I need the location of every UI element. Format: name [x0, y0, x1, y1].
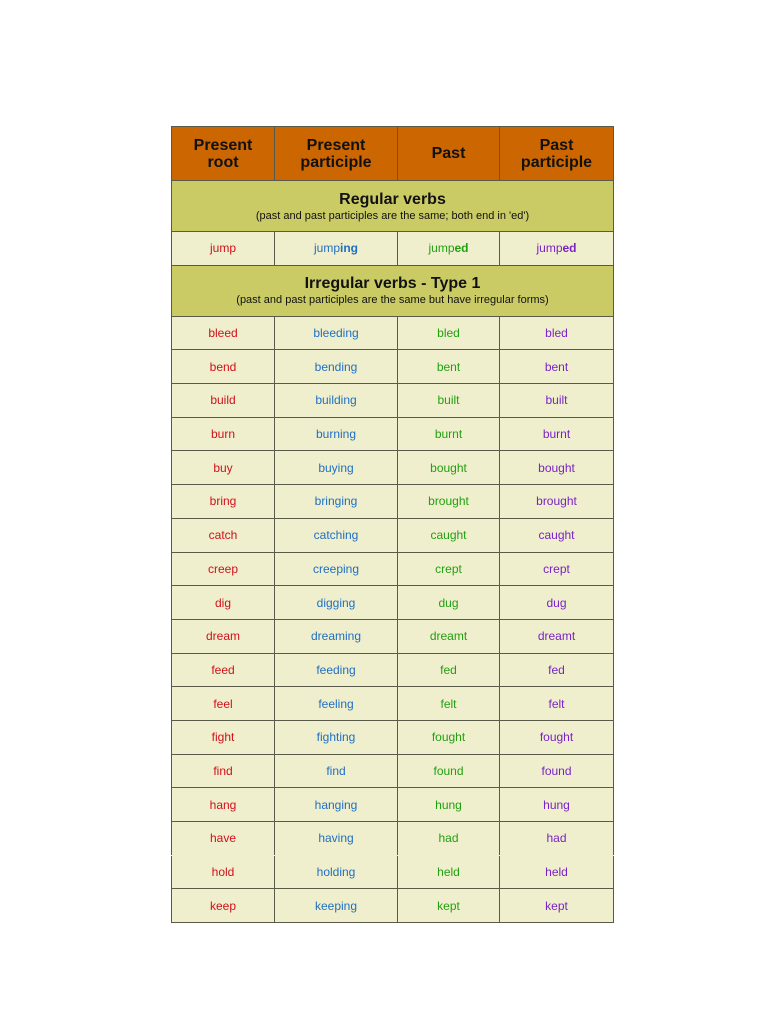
- table-row: [172, 316, 614, 350]
- section-subtitle: (past and past participles are the same but have irregular forms): [236, 294, 549, 307]
- cell-present-root: keep: [172, 889, 275, 923]
- section-title: Irregular verbs - Type 1: [304, 275, 481, 293]
- cell-present-participle: building: [275, 384, 398, 418]
- cell-past-participle: found: [500, 754, 614, 788]
- cell-present-root: feed: [172, 653, 275, 687]
- cell-present-root: hold: [172, 855, 275, 889]
- suffix: ed: [454, 241, 469, 256]
- cell-present-participle: bending: [275, 350, 398, 384]
- cell-past: held: [398, 855, 500, 889]
- cell-past: dreamt: [398, 619, 500, 653]
- table-row: [172, 855, 614, 889]
- cell-present-participle: fighting: [275, 720, 398, 754]
- cell-past: had: [398, 822, 500, 856]
- cell-present-root: creep: [172, 552, 275, 586]
- suffix: ing: [340, 241, 358, 256]
- table-row: [172, 350, 614, 384]
- cell-past: crept: [398, 552, 500, 586]
- cell-present-participle: having: [275, 822, 398, 856]
- section-title: Regular verbs: [339, 190, 446, 208]
- cell-present-participle: creeping: [275, 552, 398, 586]
- table-row: [172, 889, 614, 923]
- cell-present-participle: bleeding: [275, 316, 398, 350]
- cell-present-root: hang: [172, 788, 275, 822]
- header-past: [398, 127, 500, 181]
- verb-forms-table: [171, 126, 614, 923]
- section-irregular-cell: [172, 265, 614, 316]
- cell-past-participle: bought: [500, 451, 614, 485]
- cell-present-root: bleed: [172, 316, 275, 350]
- cell-past-participle: hung: [500, 788, 614, 822]
- cell-present-participle: dreaming: [275, 619, 398, 653]
- cell-present-participle: digging: [275, 586, 398, 620]
- cell-present-participle: buying: [275, 451, 398, 485]
- cell-present-root: fight: [172, 720, 275, 754]
- section-regular-verbs: [172, 181, 614, 232]
- cell-past: bent: [398, 350, 500, 384]
- table-row: [172, 384, 614, 418]
- cell-past: dug: [398, 586, 500, 620]
- cell-past: burnt: [398, 417, 500, 451]
- cell-present-root: find: [172, 754, 275, 788]
- cell-past-participle: held: [500, 855, 614, 889]
- table-row: [172, 417, 614, 451]
- cell-present-participle: burning: [275, 417, 398, 451]
- cell-past: felt: [398, 687, 500, 721]
- cell-present-root: burn: [172, 417, 275, 451]
- cell-past-participle: built: [500, 384, 614, 418]
- header-present-participle-label: Present participle: [300, 136, 372, 171]
- header-past-participle: [500, 127, 614, 181]
- cell-present-root: catch: [172, 518, 275, 552]
- table-row: [172, 232, 614, 266]
- cell-present-root: build: [172, 384, 275, 418]
- cell-past: fought: [398, 720, 500, 754]
- table-row: [172, 754, 614, 788]
- cell-present-root: jump: [172, 232, 275, 266]
- section-regular-cell: [172, 181, 614, 232]
- cell-past: fed: [398, 653, 500, 687]
- table-row: [172, 653, 614, 687]
- cell-past-participle: felt: [500, 687, 614, 721]
- section-irregular-type-1: [172, 265, 614, 316]
- cell-past-participle: bent: [500, 350, 614, 384]
- cell-present-root: feel: [172, 687, 275, 721]
- cell-past: brought: [398, 485, 500, 519]
- table-row: [172, 720, 614, 754]
- suffix: ed: [562, 241, 577, 256]
- table-row: [172, 586, 614, 620]
- cell-past: built: [398, 384, 500, 418]
- cell-past-participle: had: [500, 822, 614, 856]
- cell-past-participle: [500, 232, 614, 266]
- header-past-participle-label: Past participle: [520, 136, 593, 171]
- cell-present-participle: catching: [275, 518, 398, 552]
- cell-past: kept: [398, 889, 500, 923]
- table-row: [172, 788, 614, 822]
- cell-present-participle: feeling: [275, 687, 398, 721]
- cell-past-participle: fed: [500, 653, 614, 687]
- cell-past-participle: dreamt: [500, 619, 614, 653]
- cell-past-participle: crept: [500, 552, 614, 586]
- cell-present-participle: hanging: [275, 788, 398, 822]
- cell-present-participle: holding: [275, 855, 398, 889]
- table-row: [172, 518, 614, 552]
- cell-present-root: dream: [172, 619, 275, 653]
- cell-past: bled: [398, 316, 500, 350]
- cell-past-participle: bled: [500, 316, 614, 350]
- section-subtitle: (past and past participles are the same; both end in 'ed'): [255, 209, 530, 222]
- cell-present-participle: [275, 232, 398, 266]
- table-row: [172, 451, 614, 485]
- cell-present-participle: bringing: [275, 485, 398, 519]
- stem: jump: [428, 241, 455, 256]
- header-present-participle: [275, 127, 398, 181]
- cell-past: caught: [398, 518, 500, 552]
- cell-past-participle: dug: [500, 586, 614, 620]
- table-row: [172, 552, 614, 586]
- table-row: [172, 822, 614, 856]
- cell-past-participle: burnt: [500, 417, 614, 451]
- header-present-root-label: Present root: [193, 136, 253, 171]
- stem: jump: [313, 241, 340, 256]
- cell-present-participle: feeding: [275, 653, 398, 687]
- cell-past: bought: [398, 451, 500, 485]
- cell-present-root: have: [172, 822, 275, 856]
- cell-present-root: bring: [172, 485, 275, 519]
- cell-past-participle: fought: [500, 720, 614, 754]
- cell-present-root: bend: [172, 350, 275, 384]
- cell-past-participle: brought: [500, 485, 614, 519]
- cell-present-participle: find: [275, 754, 398, 788]
- cell-present-participle: keeping: [275, 889, 398, 923]
- cell-past-participle: caught: [500, 518, 614, 552]
- cell-present-root: buy: [172, 451, 275, 485]
- stem: jump: [536, 241, 563, 256]
- table-row: [172, 687, 614, 721]
- cell-past: [398, 232, 500, 266]
- table-row: [172, 619, 614, 653]
- header-present-root: [172, 127, 275, 181]
- header-row: [172, 127, 614, 181]
- table-row: [172, 485, 614, 519]
- cell-past: found: [398, 754, 500, 788]
- header-past-label: Past: [431, 145, 466, 162]
- cell-present-root: dig: [172, 586, 275, 620]
- cell-past-participle: kept: [500, 889, 614, 923]
- cell-past: hung: [398, 788, 500, 822]
